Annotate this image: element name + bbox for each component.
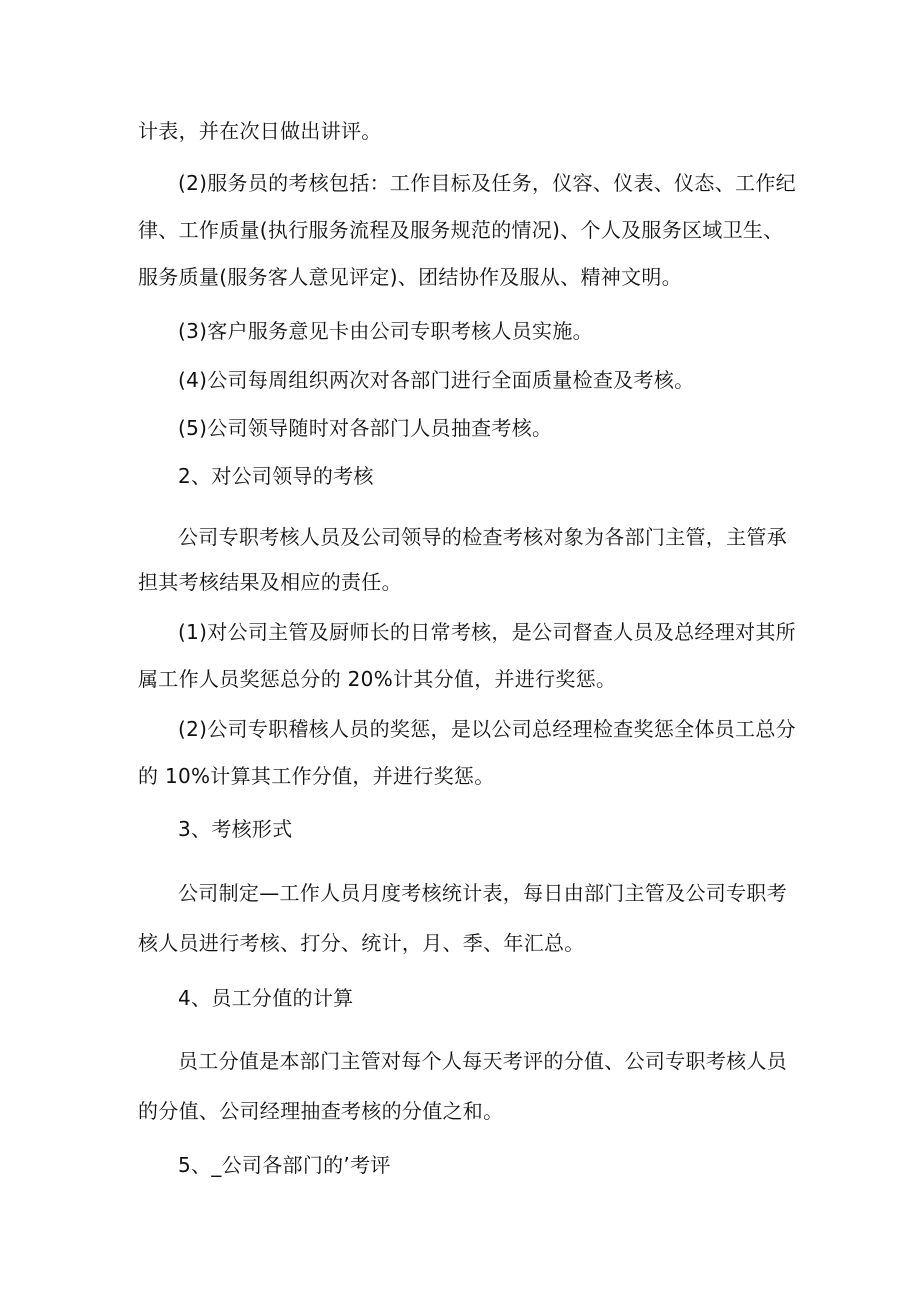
section-heading: 5、_公司各部门的’考评	[178, 1153, 391, 1177]
text-line: (2)公司专职稽核人员的奖惩，是以公司总经理检查奖惩全体员工总分	[178, 717, 796, 741]
text-line: 律、工作质量(执行服务流程及服务规范的情况)、个人及服务区域卫生、	[138, 218, 784, 242]
text-line: 核人员进行考核、打分、统计，月、季、年汇总。	[138, 931, 585, 955]
text-line: 的分值、公司经理抽查考核的分值之和。	[138, 1099, 504, 1123]
text-line: 担其考核结果及相应的责任。	[138, 570, 402, 594]
text-line: 计表，并在次日做出讲评。	[138, 119, 382, 143]
section-heading: 2、对公司领导的考核	[178, 464, 374, 488]
text-line: (2)服务员的考核包括：工作目标及任务，仪容、仪表、仪态、工作纪	[178, 171, 796, 195]
text-line: (1)对公司主管及厨师长的日常考核，是公司督查人员及总经理对其所	[178, 620, 796, 644]
section-heading: 3、考核形式	[178, 817, 293, 841]
text-line: (3)客户服务意见卡由公司专职考核人员实施。	[178, 319, 593, 343]
section-heading: 4、员工分值的计算	[178, 986, 354, 1010]
text-line: 员工分值是本部门主管对每个人每天考评的分值、公司专职考核人员	[178, 1049, 787, 1073]
text-line: (4)公司每周组织两次对各部门进行全面质量检查及考核。	[178, 368, 695, 392]
text-line: 属工作人员奖惩总分的 20%计其分值，并进行奖惩。	[138, 667, 617, 691]
text-line: 公司专职考核人员及公司领导的检查考核对象为各部门主管，主管承	[178, 525, 787, 549]
text-line: 公司制定—工作人员月度考核统计表，每日由部门主管及公司专职考	[178, 881, 787, 905]
text-line: 服务质量(服务客人意见评定)、团结协作及服从、精神文明。	[138, 265, 683, 289]
text-line: (5)公司领导随时对各部门人员抽查考核。	[178, 416, 553, 440]
text-line: 的 10%计算其工作分值，并进行奖惩。	[138, 764, 495, 788]
